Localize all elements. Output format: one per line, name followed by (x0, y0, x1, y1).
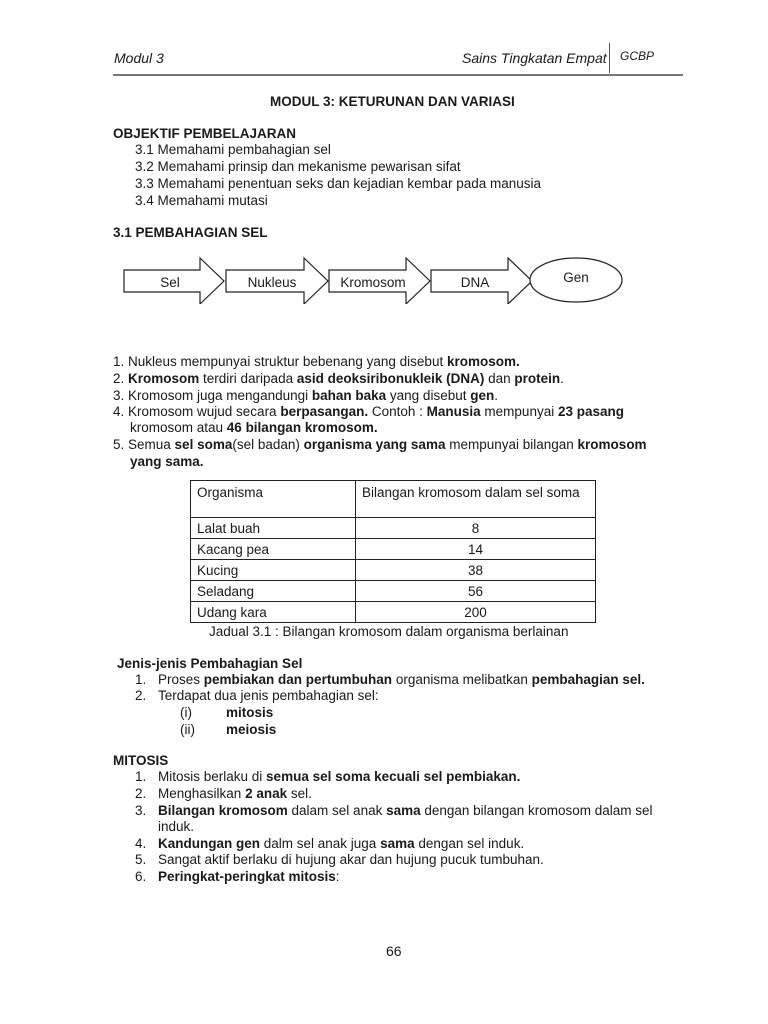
point-4-cont: kromosom atau 46 bilangan kromosom. (130, 420, 378, 435)
mitosis-item-num: 3. (135, 803, 147, 818)
table-cell: Kacang pea (191, 539, 356, 560)
table-caption: Jadual 3.1 : Bilangan kromosom dalam organisma berlainan (209, 624, 569, 639)
header-rule (113, 74, 683, 76)
flow-label-gen: Gen (563, 270, 589, 285)
jenis-item-1: Proses pembiakan dan pertumbuhan organisma melibatkan pembahagian sel. (158, 672, 645, 687)
table-row (191, 518, 596, 539)
page-number: 66 (386, 943, 402, 959)
mitosis-item-4: Kandungan gen dalm sel anak juga sama dengan sel induk. (158, 836, 525, 851)
page-title: MODUL 3: KETURUNAN DAN VARIASI (270, 94, 515, 109)
table-cell: Seladang (191, 581, 356, 602)
table-row (191, 581, 596, 602)
mitosis-item-6: Peringkat-peringkat mitosis: (158, 869, 340, 884)
table-row (191, 560, 596, 581)
jenis-sub-num: (i) (180, 705, 192, 720)
table-header-cell: Organisma (191, 481, 356, 518)
jenis-sub-num: (ii) (180, 722, 195, 737)
table-cell: 14 (356, 539, 596, 560)
jenis-heading: Jenis-jenis Pembahagian Sel (117, 656, 303, 671)
flow-label-kromosom: Kromosom (340, 275, 406, 290)
point-1: 1. Nukleus mempunyai struktur bebenang yang disebut kromosom. (113, 354, 520, 369)
flow-label-dna: DNA (460, 275, 490, 290)
table-header-cell: Bilangan kromosom dalam sel soma (356, 481, 596, 518)
table-header-row (191, 481, 596, 518)
point-5-cont: yang sama. (130, 454, 204, 469)
objective-item: 3.4 Memahami mutasi (135, 193, 268, 208)
mitosis-item-num: 6. (135, 869, 147, 884)
mitosis-item-num: 2. (135, 786, 147, 801)
jenis-item-2-num: 2. (135, 688, 147, 703)
objective-item: 3.3 Memahami penentuan seks dan kejadian kembar pada manusia (135, 176, 542, 191)
point-3: 3. Kromosom juga mengandungi bahan baka yang disebut gen. (113, 388, 498, 403)
table-cell: 38 (356, 560, 596, 581)
mitosis-item-num: 4. (135, 836, 147, 851)
objective-item: 3.1 Memahami pembahagian sel (135, 142, 331, 157)
point-4: 4. Kromosom wujud secara berpasangan. Contoh : Manusia mempunyai 23 pasang (113, 404, 624, 419)
objective-item: 3.2 Memahami prinsip dan mekanisme pewarisan sifat (135, 159, 461, 174)
table-cell: 200 (356, 602, 596, 623)
mitosis-heading: MITOSIS (113, 753, 169, 768)
objectives-heading: OBJEKTIF PEMBELAJARAN (113, 126, 297, 141)
jenis-item-2: Terdapat dua jenis pembahagian sel: (158, 688, 379, 703)
jenis-sub-mitosis: mitosis (226, 705, 274, 720)
header-divider (609, 43, 610, 73)
flow-label-nukleus: Nukleus (247, 275, 297, 290)
mitosis-item-2: Menghasilkan 2 anak sel. (158, 786, 312, 801)
flow-diagram (120, 256, 640, 304)
flow-label-sel: Sel (160, 275, 180, 290)
point-2: 2. Kromosom terdiri daripada asid deoksiribonukleik (DNA) dan protein. (113, 371, 564, 386)
mitosis-item-num: 5. (135, 852, 147, 867)
jenis-item-1-num: 1. (135, 672, 147, 687)
table-cell: Udang kara (191, 602, 356, 623)
chromosome-table (190, 480, 596, 623)
table-cell: 8 (356, 518, 596, 539)
table-cell: Lalat buah (191, 518, 356, 539)
header-module: Modul 3 (114, 50, 164, 66)
mitosis-item-num: 1. (135, 769, 147, 784)
mitosis-item-1: Mitosis berlaku di semua sel soma kecuali sel pembiakan. (158, 769, 521, 784)
table-cell: 56 (356, 581, 596, 602)
header-subject: Sains Tingkatan Empat (462, 50, 607, 66)
mitosis-item-3: Bilangan kromosom dalam sel anak sama dengan bilangan kromosom dalam sel (158, 803, 653, 818)
jenis-sub-meiosis: meiosis (226, 722, 277, 737)
table-row (191, 539, 596, 560)
point-5: 5. Semua sel soma(sel badan) organisma yang sama mempunyai bilangan kromosom (113, 437, 647, 452)
table-row (191, 602, 596, 623)
mitosis-item-3-cont: induk. (158, 819, 195, 834)
mitosis-item-5: Sangat aktif berlaku di hujung akar dan hujung pucuk tumbuhan. (158, 852, 544, 867)
header-code: GCBP (620, 49, 655, 63)
section-heading: 3.1 PEMBAHAGIAN SEL (113, 225, 268, 240)
table-cell: Kucing (191, 560, 356, 581)
